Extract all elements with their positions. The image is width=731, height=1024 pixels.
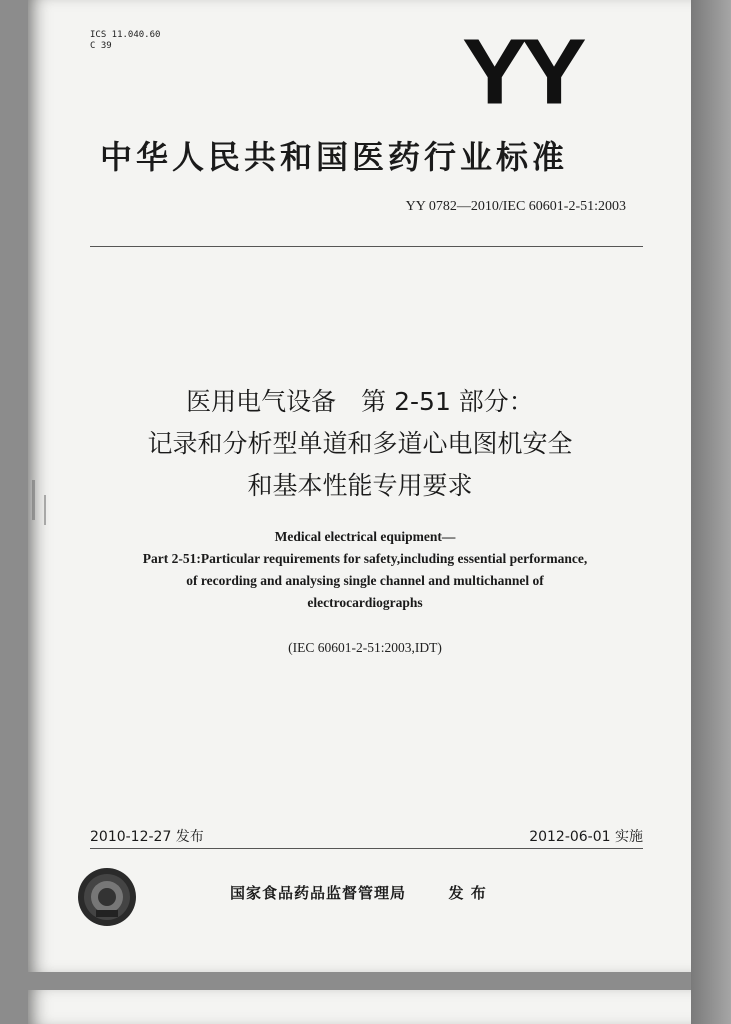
title-en bbox=[60, 526, 670, 614]
issuer-name: 国家食品药品监督管理局 bbox=[230, 884, 407, 902]
issued-date: 2010-12-27 发布 bbox=[90, 829, 204, 845]
ccs-code: C 39 bbox=[90, 41, 112, 51]
title-en-line3: of recording and analysing single channel and multichannel of bbox=[186, 573, 544, 588]
scan-artifact bbox=[44, 495, 46, 525]
title-cn-line1: 医用电气设备 第 2-51 部分： bbox=[186, 387, 534, 416]
issuer-seal-icon bbox=[76, 866, 138, 928]
title-cn-line3: 和基本性能专用要求 bbox=[247, 471, 473, 500]
title-en-line2: Part 2-51:Particular requirements for safety,including essential performance, bbox=[142, 551, 588, 566]
viewer-margin bbox=[691, 0, 731, 1024]
standard-title: 中华人民共和国医药行业标准 bbox=[100, 138, 569, 176]
title-cn-line2: 记录和分析型单道和多道心电图机安全 bbox=[147, 429, 573, 458]
scan-artifact bbox=[32, 480, 35, 520]
yy-logo: YY bbox=[462, 18, 581, 124]
next-page-edge bbox=[28, 990, 691, 1024]
effective-date: 2012-06-01 实施 bbox=[529, 829, 643, 845]
title-en-line4: electrocardiographs bbox=[307, 595, 423, 610]
issuing-authority bbox=[230, 882, 487, 903]
ics-code: ICS 11.040.60 bbox=[90, 30, 161, 40]
issue-action: 发 布 bbox=[448, 884, 487, 902]
standard-number: YY 0782—2010/IEC 60601-2-51:2003 bbox=[405, 199, 626, 214]
header-divider bbox=[90, 246, 643, 247]
footer-divider bbox=[90, 848, 643, 849]
classification-codes bbox=[90, 30, 160, 52]
title-en-line1: Medical electrical equipment— bbox=[274, 529, 456, 544]
equivalence-note: (IEC 60601-2-51:2003,IDT) bbox=[288, 640, 442, 655]
